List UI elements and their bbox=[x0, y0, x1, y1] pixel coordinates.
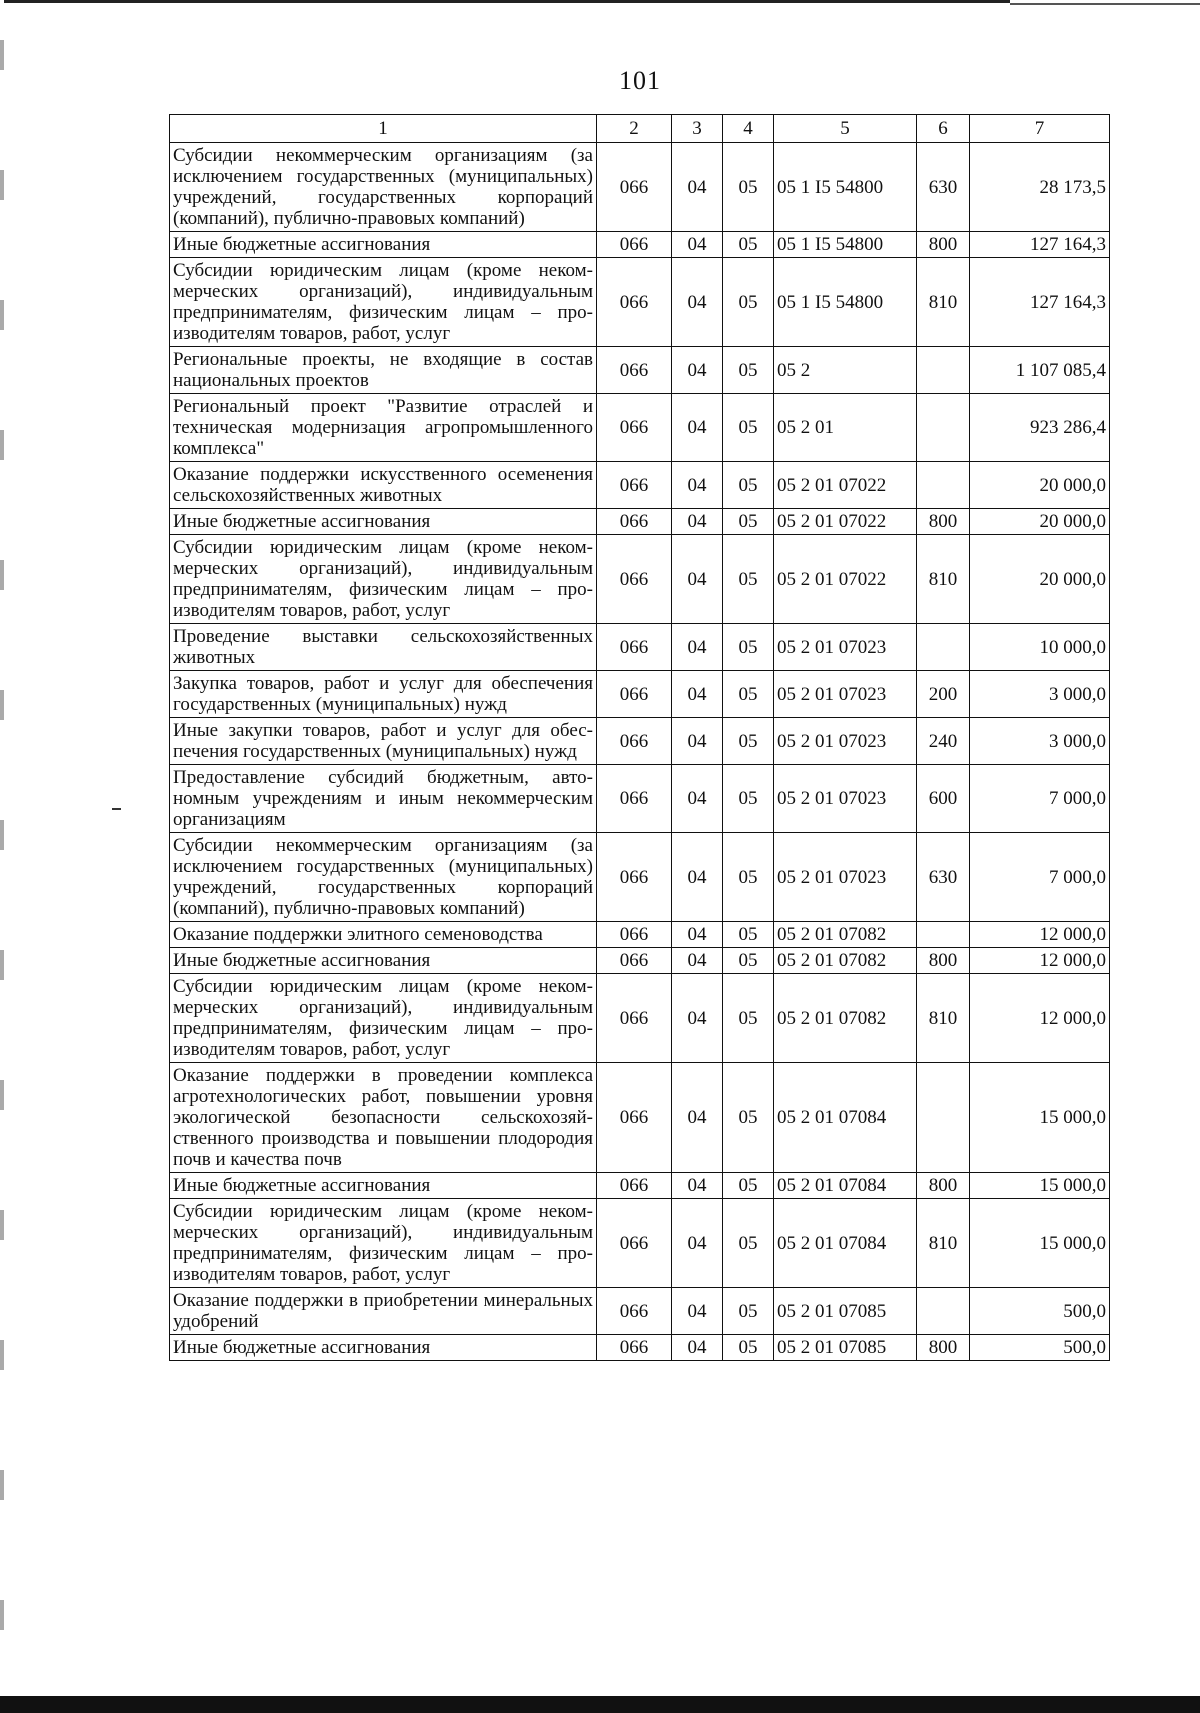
ministry-code-cell: 066 bbox=[597, 718, 672, 765]
row-name-cell: Субсидии некоммерческим организациям (за исключением государственных (муниципальных) учреждений, государственных корпораций (компаний), публично-правовых компаний) bbox=[170, 143, 597, 232]
subsection-code-cell: 05 bbox=[723, 833, 774, 922]
subsection-code-cell: 05 bbox=[723, 1199, 774, 1288]
section-code-cell: 04 bbox=[672, 1199, 723, 1288]
ministry-code-cell: 066 bbox=[597, 509, 672, 535]
expense-type-cell: 240 bbox=[917, 718, 970, 765]
expense-type-cell bbox=[917, 462, 970, 509]
section-code-cell: 04 bbox=[672, 232, 723, 258]
subsection-code-cell: 05 bbox=[723, 671, 774, 718]
target-article-cell: 05 2 01 07082 bbox=[774, 922, 917, 948]
amount-cell: 127 164,3 bbox=[970, 258, 1110, 347]
section-code-cell: 04 bbox=[672, 1335, 723, 1361]
scan-edge-bottom bbox=[0, 1696, 1200, 1713]
target-article-cell: 05 2 01 bbox=[774, 394, 917, 462]
ministry-code-cell: 066 bbox=[597, 922, 672, 948]
subsection-code-cell: 05 bbox=[723, 922, 774, 948]
row-name-cell: Иные бюджетные ассигнования bbox=[170, 509, 597, 535]
ministry-code-cell: 066 bbox=[597, 1335, 672, 1361]
expense-type-cell: 630 bbox=[917, 833, 970, 922]
row-name-cell: Иные бюджетные ассигнования bbox=[170, 1173, 597, 1199]
scan-speck bbox=[112, 808, 121, 810]
page-number: 101 bbox=[619, 66, 661, 95]
section-code-cell: 04 bbox=[672, 258, 723, 347]
row-name-cell: Региональные проекты, не входящие в состав национальных проектов bbox=[170, 347, 597, 394]
subsection-code-cell: 05 bbox=[723, 624, 774, 671]
expense-type-cell: 800 bbox=[917, 948, 970, 974]
subsection-code-cell: 05 bbox=[723, 765, 774, 833]
table-row bbox=[170, 948, 1110, 974]
expense-type-cell: 800 bbox=[917, 509, 970, 535]
subsection-code-cell: 05 bbox=[723, 1173, 774, 1199]
ministry-code-cell: 066 bbox=[597, 258, 672, 347]
row-name-cell: Субсидии юридическим лицам (кроме некоммерческих организаций), индивидуальным предпринимателям, физическим лицам – производителям товаров, работ, услуг bbox=[170, 1199, 597, 1288]
expense-type-cell: 200 bbox=[917, 671, 970, 718]
subsection-code-cell: 05 bbox=[723, 258, 774, 347]
section-code-cell: 04 bbox=[672, 1173, 723, 1199]
ministry-code-cell: 066 bbox=[597, 974, 672, 1063]
section-code-cell: 04 bbox=[672, 765, 723, 833]
ministry-code-cell: 066 bbox=[597, 765, 672, 833]
amount-cell: 1 107 085,4 bbox=[970, 347, 1110, 394]
scan-edge-left bbox=[0, 0, 4, 1696]
row-name-cell: Иные бюджетные ассигнования bbox=[170, 1335, 597, 1361]
amount-cell: 127 164,3 bbox=[970, 232, 1110, 258]
section-code-cell: 04 bbox=[672, 833, 723, 922]
ministry-code-cell: 066 bbox=[597, 232, 672, 258]
row-name-cell: Оказание поддержки в приобретении минеральных удобрений bbox=[170, 1288, 597, 1335]
amount-cell: 7 000,0 bbox=[970, 833, 1110, 922]
subsection-code-cell: 05 bbox=[723, 1335, 774, 1361]
ministry-code-cell: 066 bbox=[597, 535, 672, 624]
subsection-code-cell: 05 bbox=[723, 143, 774, 232]
table-row bbox=[170, 1335, 1110, 1361]
ministry-code-cell: 066 bbox=[597, 143, 672, 232]
table-header-row bbox=[170, 115, 1110, 143]
expense-type-cell: 800 bbox=[917, 1335, 970, 1361]
target-article-cell: 05 1 I5 54800 bbox=[774, 143, 917, 232]
row-name-cell: Иные бюджетные ассигнования bbox=[170, 232, 597, 258]
amount-cell: 20 000,0 bbox=[970, 509, 1110, 535]
subsection-code-cell: 05 bbox=[723, 232, 774, 258]
ministry-code-cell: 066 bbox=[597, 833, 672, 922]
table-row bbox=[170, 462, 1110, 509]
row-name-cell: Оказание поддержки в проведении комплекса агротехнологических работ, повышении уровня экологической безопасности сельскохозяйственного производства и повышении плодородия почв и качества почв bbox=[170, 1063, 597, 1173]
table-row bbox=[170, 1063, 1110, 1173]
amount-cell: 7 000,0 bbox=[970, 765, 1110, 833]
row-name-cell: Региональный проект "Развитие отраслей и техническая модернизация агропромышленного комплекса" bbox=[170, 394, 597, 462]
subsection-code-cell: 05 bbox=[723, 535, 774, 624]
subsection-code-cell: 05 bbox=[723, 1288, 774, 1335]
table-row bbox=[170, 394, 1110, 462]
section-code-cell: 04 bbox=[672, 948, 723, 974]
ministry-code-cell: 066 bbox=[597, 1199, 672, 1288]
target-article-cell: 05 2 01 07085 bbox=[774, 1335, 917, 1361]
target-article-cell: 05 2 01 07022 bbox=[774, 535, 917, 624]
target-article-cell: 05 2 01 07023 bbox=[774, 718, 917, 765]
amount-cell: 15 000,0 bbox=[970, 1063, 1110, 1173]
ministry-code-cell: 066 bbox=[597, 1063, 672, 1173]
expense-type-cell: 810 bbox=[917, 535, 970, 624]
table-row bbox=[170, 1173, 1110, 1199]
column-header: 2 bbox=[597, 115, 672, 143]
table-row bbox=[170, 509, 1110, 535]
table-row bbox=[170, 1199, 1110, 1288]
row-name-cell: Субсидии юридическим лицам (кроме некоммерческих организаций), индивидуальным предпринимателям, физическим лицам – производителям товаров, работ, услуг bbox=[170, 258, 597, 347]
table-row bbox=[170, 624, 1110, 671]
table-row bbox=[170, 718, 1110, 765]
ministry-code-cell: 066 bbox=[597, 671, 672, 718]
section-code-cell: 04 bbox=[672, 394, 723, 462]
table-row bbox=[170, 1288, 1110, 1335]
target-article-cell: 05 2 01 07082 bbox=[774, 948, 917, 974]
column-header: 7 bbox=[970, 115, 1110, 143]
amount-cell: 20 000,0 bbox=[970, 535, 1110, 624]
amount-cell: 923 286,4 bbox=[970, 394, 1110, 462]
expense-type-cell: 810 bbox=[917, 974, 970, 1063]
subsection-code-cell: 05 bbox=[723, 974, 774, 1063]
budget-table bbox=[169, 114, 1110, 1361]
column-header: 1 bbox=[170, 115, 597, 143]
target-article-cell: 05 1 I5 54800 bbox=[774, 258, 917, 347]
expense-type-cell: 630 bbox=[917, 143, 970, 232]
table-row bbox=[170, 535, 1110, 624]
amount-cell: 12 000,0 bbox=[970, 948, 1110, 974]
amount-cell: 12 000,0 bbox=[970, 974, 1110, 1063]
subsection-code-cell: 05 bbox=[723, 394, 774, 462]
subsection-code-cell: 05 bbox=[723, 462, 774, 509]
column-header: 4 bbox=[723, 115, 774, 143]
row-name-cell: Проведение выставки сельскохозяйственных животных bbox=[170, 624, 597, 671]
amount-cell: 3 000,0 bbox=[970, 671, 1110, 718]
row-name-cell: Оказание поддержки искусственного осеменения сельскохозяйственных животных bbox=[170, 462, 597, 509]
section-code-cell: 04 bbox=[672, 922, 723, 948]
target-article-cell: 05 2 01 07023 bbox=[774, 833, 917, 922]
ministry-code-cell: 066 bbox=[597, 1173, 672, 1199]
subsection-code-cell: 05 bbox=[723, 347, 774, 394]
amount-cell: 3 000,0 bbox=[970, 718, 1110, 765]
target-article-cell: 05 1 I5 54800 bbox=[774, 232, 917, 258]
ministry-code-cell: 066 bbox=[597, 462, 672, 509]
target-article-cell: 05 2 01 07084 bbox=[774, 1063, 917, 1173]
table-row bbox=[170, 232, 1110, 258]
table-row bbox=[170, 974, 1110, 1063]
ministry-code-cell: 066 bbox=[597, 347, 672, 394]
table-body bbox=[170, 143, 1110, 1361]
target-article-cell: 05 2 01 07023 bbox=[774, 624, 917, 671]
target-article-cell: 05 2 bbox=[774, 347, 917, 394]
expense-type-cell: 810 bbox=[917, 258, 970, 347]
section-code-cell: 04 bbox=[672, 671, 723, 718]
amount-cell: 15 000,0 bbox=[970, 1173, 1110, 1199]
amount-cell: 12 000,0 bbox=[970, 922, 1110, 948]
amount-cell: 15 000,0 bbox=[970, 1199, 1110, 1288]
table-row bbox=[170, 143, 1110, 232]
subsection-code-cell: 05 bbox=[723, 718, 774, 765]
expense-type-cell bbox=[917, 394, 970, 462]
target-article-cell: 05 2 01 07023 bbox=[774, 765, 917, 833]
table-row bbox=[170, 833, 1110, 922]
table-row bbox=[170, 347, 1110, 394]
amount-cell: 28 173,5 bbox=[970, 143, 1110, 232]
section-code-cell: 04 bbox=[672, 624, 723, 671]
table-row bbox=[170, 258, 1110, 347]
expense-type-cell bbox=[917, 922, 970, 948]
scan-edge-top-right bbox=[1010, 3, 1200, 5]
row-name-cell: Субсидии юридическим лицам (кроме некоммерческих организаций), индивидуальным предпринимателям, физическим лицам – производителям товаров, работ, услуг bbox=[170, 535, 597, 624]
section-code-cell: 04 bbox=[672, 143, 723, 232]
section-code-cell: 04 bbox=[672, 462, 723, 509]
row-name-cell: Предоставление субсидий бюджетным, автономным учреждениям и иным некоммерческим организациям bbox=[170, 765, 597, 833]
table-row bbox=[170, 922, 1110, 948]
column-header: 5 bbox=[774, 115, 917, 143]
target-article-cell: 05 2 01 07084 bbox=[774, 1199, 917, 1288]
expense-type-cell bbox=[917, 347, 970, 394]
expense-type-cell: 600 bbox=[917, 765, 970, 833]
scan-edge-top bbox=[0, 0, 1010, 3]
section-code-cell: 04 bbox=[672, 718, 723, 765]
table-row bbox=[170, 671, 1110, 718]
expense-type-cell: 800 bbox=[917, 232, 970, 258]
subsection-code-cell: 05 bbox=[723, 509, 774, 535]
amount-cell: 10 000,0 bbox=[970, 624, 1110, 671]
target-article-cell: 05 2 01 07023 bbox=[774, 671, 917, 718]
target-article-cell: 05 2 01 07085 bbox=[774, 1288, 917, 1335]
section-code-cell: 04 bbox=[672, 974, 723, 1063]
ministry-code-cell: 066 bbox=[597, 624, 672, 671]
subsection-code-cell: 05 bbox=[723, 948, 774, 974]
section-code-cell: 04 bbox=[672, 509, 723, 535]
target-article-cell: 05 2 01 07022 bbox=[774, 509, 917, 535]
amount-cell: 20 000,0 bbox=[970, 462, 1110, 509]
section-code-cell: 04 bbox=[672, 347, 723, 394]
ministry-code-cell: 066 bbox=[597, 948, 672, 974]
expense-type-cell bbox=[917, 1063, 970, 1173]
column-header: 3 bbox=[672, 115, 723, 143]
row-name-cell: Иные бюджетные ассигнования bbox=[170, 948, 597, 974]
expense-type-cell: 800 bbox=[917, 1173, 970, 1199]
section-code-cell: 04 bbox=[672, 1063, 723, 1173]
subsection-code-cell: 05 bbox=[723, 1063, 774, 1173]
expense-type-cell bbox=[917, 1288, 970, 1335]
ministry-code-cell: 066 bbox=[597, 394, 672, 462]
section-code-cell: 04 bbox=[672, 535, 723, 624]
target-article-cell: 05 2 01 07082 bbox=[774, 974, 917, 1063]
expense-type-cell: 810 bbox=[917, 1199, 970, 1288]
table-row bbox=[170, 765, 1110, 833]
row-name-cell: Иные закупки товаров, работ и услуг для обеспечения государственных (муниципальных) нужд bbox=[170, 718, 597, 765]
section-code-cell: 04 bbox=[672, 1288, 723, 1335]
amount-cell: 500,0 bbox=[970, 1288, 1110, 1335]
row-name-cell: Закупка товаров, работ и услуг для обеспечения государственных (муниципальных) нужд bbox=[170, 671, 597, 718]
amount-cell: 500,0 bbox=[970, 1335, 1110, 1361]
row-name-cell: Субсидии юридическим лицам (кроме некоммерческих организаций), индивидуальным предпринимателям, физическим лицам – производителям товаров, работ, услуг bbox=[170, 974, 597, 1063]
target-article-cell: 05 2 01 07022 bbox=[774, 462, 917, 509]
row-name-cell: Субсидии некоммерческим организациям (за исключением государственных (муниципальных) учреждений, государственных корпораций (компаний), публично-правовых компаний) bbox=[170, 833, 597, 922]
target-article-cell: 05 2 01 07084 bbox=[774, 1173, 917, 1199]
expense-type-cell bbox=[917, 624, 970, 671]
row-name-cell: Оказание поддержки элитного семеноводства bbox=[170, 922, 597, 948]
column-header: 6 bbox=[917, 115, 970, 143]
ministry-code-cell: 066 bbox=[597, 1288, 672, 1335]
